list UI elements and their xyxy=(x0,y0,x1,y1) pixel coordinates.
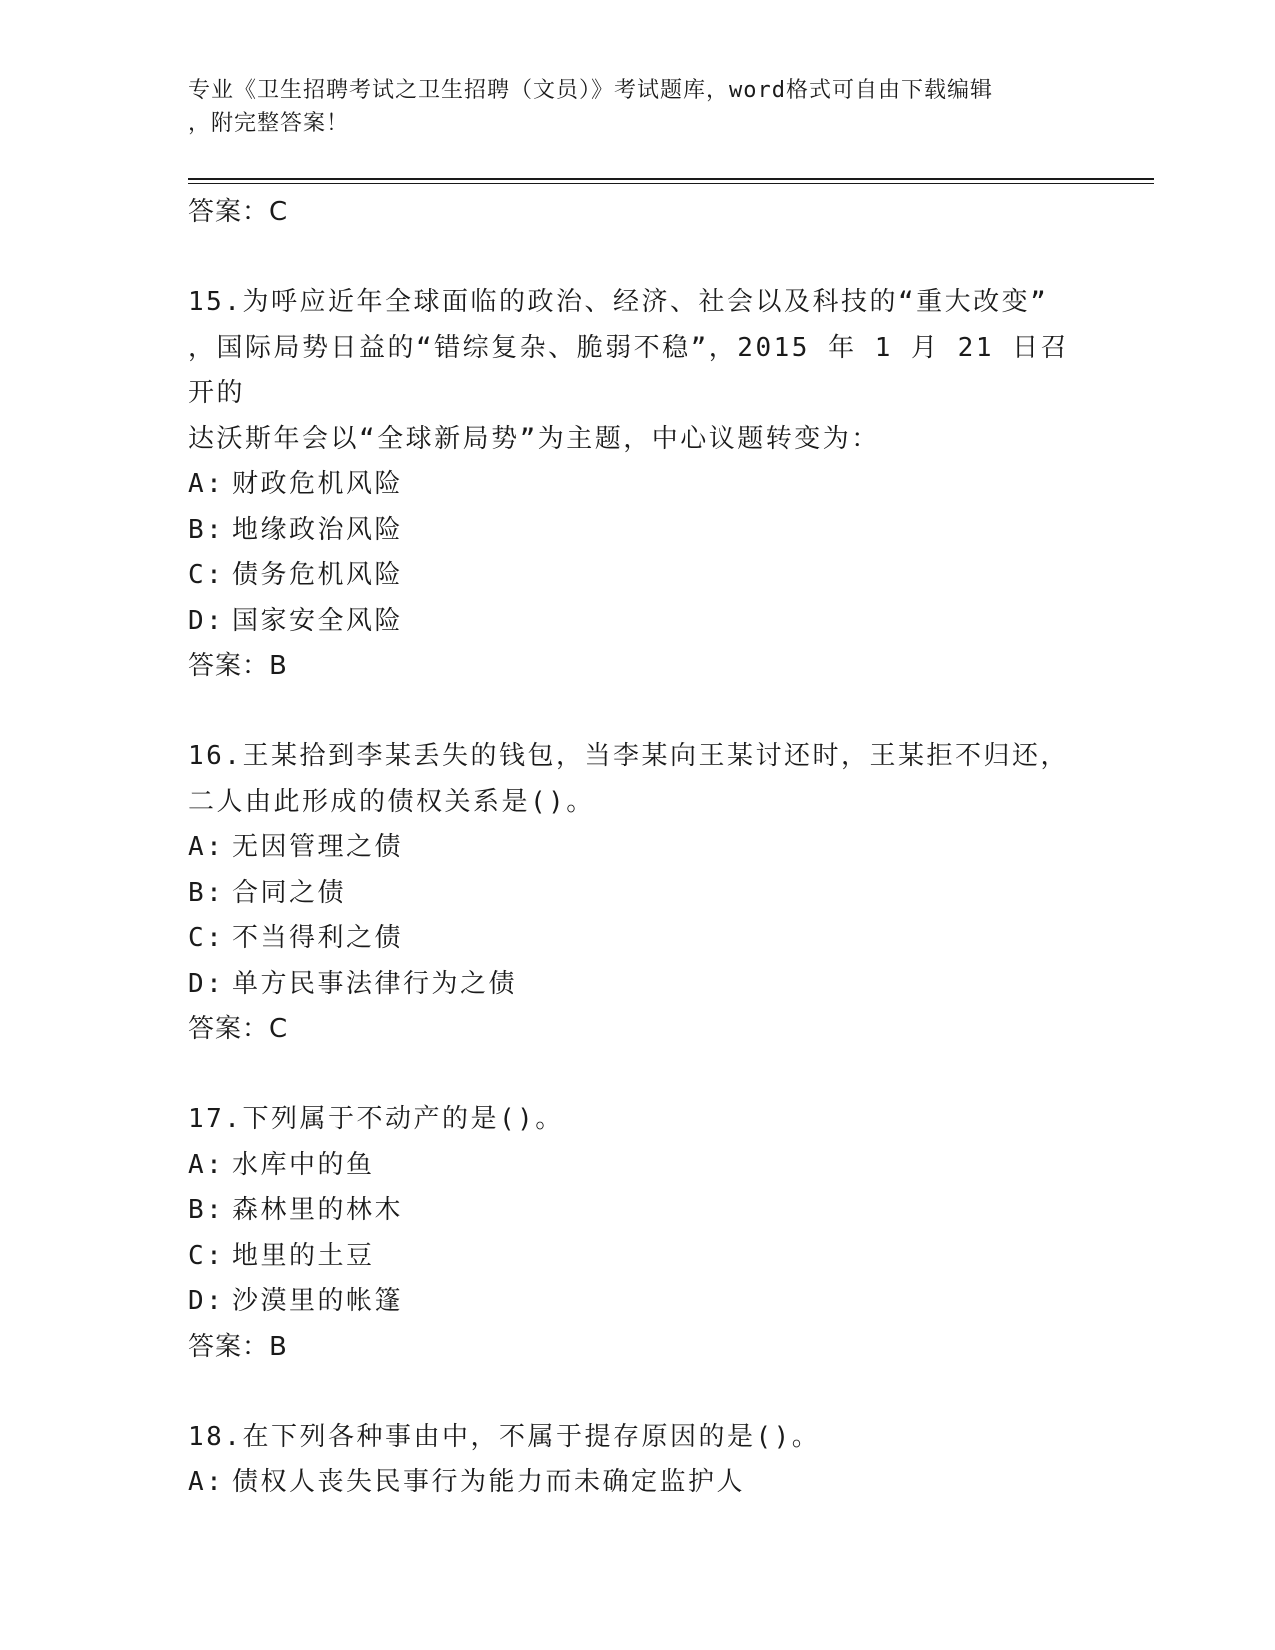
option-text: 单方民事法律行为之债 xyxy=(232,968,518,999)
option-text: 债务危机风险 xyxy=(232,560,404,590)
option-a xyxy=(188,1460,1088,1506)
option-d xyxy=(188,962,1088,1008)
option-letter: A: xyxy=(188,1149,225,1180)
option-letter: D: xyxy=(188,968,225,999)
question-text xyxy=(188,1097,1088,1143)
option-letter: B: xyxy=(188,1195,225,1225)
option-letter: B: xyxy=(188,877,225,908)
question-line: 二人由此形成的债权关系是()。 xyxy=(188,786,595,817)
question-18 xyxy=(188,1415,1088,1506)
question-text xyxy=(188,1415,1088,1461)
option-b xyxy=(188,1188,1088,1234)
question-line: ，国际局势日益的“错综复杂、脆弱不稳”，2015 年 1 月 21 日召开的 xyxy=(188,332,1070,408)
question-line: 15.为呼应近年全球面临的政治、经济、社会以及科技的“重大改变” xyxy=(188,287,1049,317)
option-text: 地里的土豆 xyxy=(232,1240,375,1271)
option-a xyxy=(188,462,1088,508)
spacer xyxy=(188,688,1088,734)
answer: 答案：C xyxy=(188,1014,289,1044)
document-header xyxy=(188,74,1088,140)
option-text: 无因管理之债 xyxy=(232,832,404,862)
question-line: 18.在下列各种事由中，不属于提存原因的是()。 xyxy=(188,1421,821,1452)
option-b xyxy=(188,871,1088,917)
option-letter: C: xyxy=(188,1240,225,1271)
option-c xyxy=(188,1234,1088,1280)
previous-answer: 答案：C xyxy=(188,197,289,227)
option-c xyxy=(188,916,1088,962)
option-a xyxy=(188,825,1088,871)
header-rule-thin xyxy=(188,183,1154,184)
option-text: 债权人丧失民事行为能力而未确定监护人 xyxy=(232,1467,746,1497)
spacer xyxy=(188,234,1088,280)
option-c xyxy=(188,553,1088,599)
option-text: 国家安全风险 xyxy=(232,605,404,636)
header-line-1: 专业《卫生招聘考试之卫生招聘（文员）》考试题库，word格式可自由下载编辑 xyxy=(188,78,993,103)
question-line: 达沃斯年会以“全球新局势”为主题，中心议题转变为： xyxy=(188,423,880,454)
answer: 答案：B xyxy=(188,651,288,681)
question-15 xyxy=(188,280,1088,688)
spacer xyxy=(188,1369,1088,1415)
question-line: 16.王某拾到李某丢失的钱包，当李某向王某讨还时，王某拒不归还， xyxy=(188,741,1069,771)
option-letter: B: xyxy=(188,514,225,545)
question-list xyxy=(188,190,1088,1506)
answer: 答案：B xyxy=(188,1331,288,1362)
option-text: 地缘政治风险 xyxy=(232,514,404,545)
question-line: 17.下列属于不动产的是()。 xyxy=(188,1104,564,1134)
option-letter: D: xyxy=(188,605,225,636)
header-rule-thick xyxy=(188,178,1154,180)
option-text: 不当得利之债 xyxy=(232,923,404,953)
question-text xyxy=(188,734,1088,825)
option-d xyxy=(188,1279,1088,1325)
option-d xyxy=(188,599,1088,645)
option-text: 沙漠里的帐篷 xyxy=(232,1286,404,1316)
option-text: 财政危机风险 xyxy=(232,469,404,499)
option-letter: A: xyxy=(188,1467,225,1497)
option-letter: C: xyxy=(188,560,225,590)
header-line-2: ，附完整答案！ xyxy=(188,111,350,136)
option-text: 森林里的林木 xyxy=(232,1195,404,1225)
question-16 xyxy=(188,734,1088,1051)
option-text: 水库中的鱼 xyxy=(232,1149,375,1180)
option-letter: A: xyxy=(188,832,225,862)
spacer xyxy=(188,1051,1088,1097)
question-17 xyxy=(188,1097,1088,1369)
option-a xyxy=(188,1143,1088,1189)
option-letter: D: xyxy=(188,1286,225,1316)
option-b xyxy=(188,508,1088,554)
question-text xyxy=(188,280,1088,462)
option-letter: A: xyxy=(188,469,225,499)
option-text: 合同之债 xyxy=(232,877,347,908)
option-letter: C: xyxy=(188,923,225,953)
